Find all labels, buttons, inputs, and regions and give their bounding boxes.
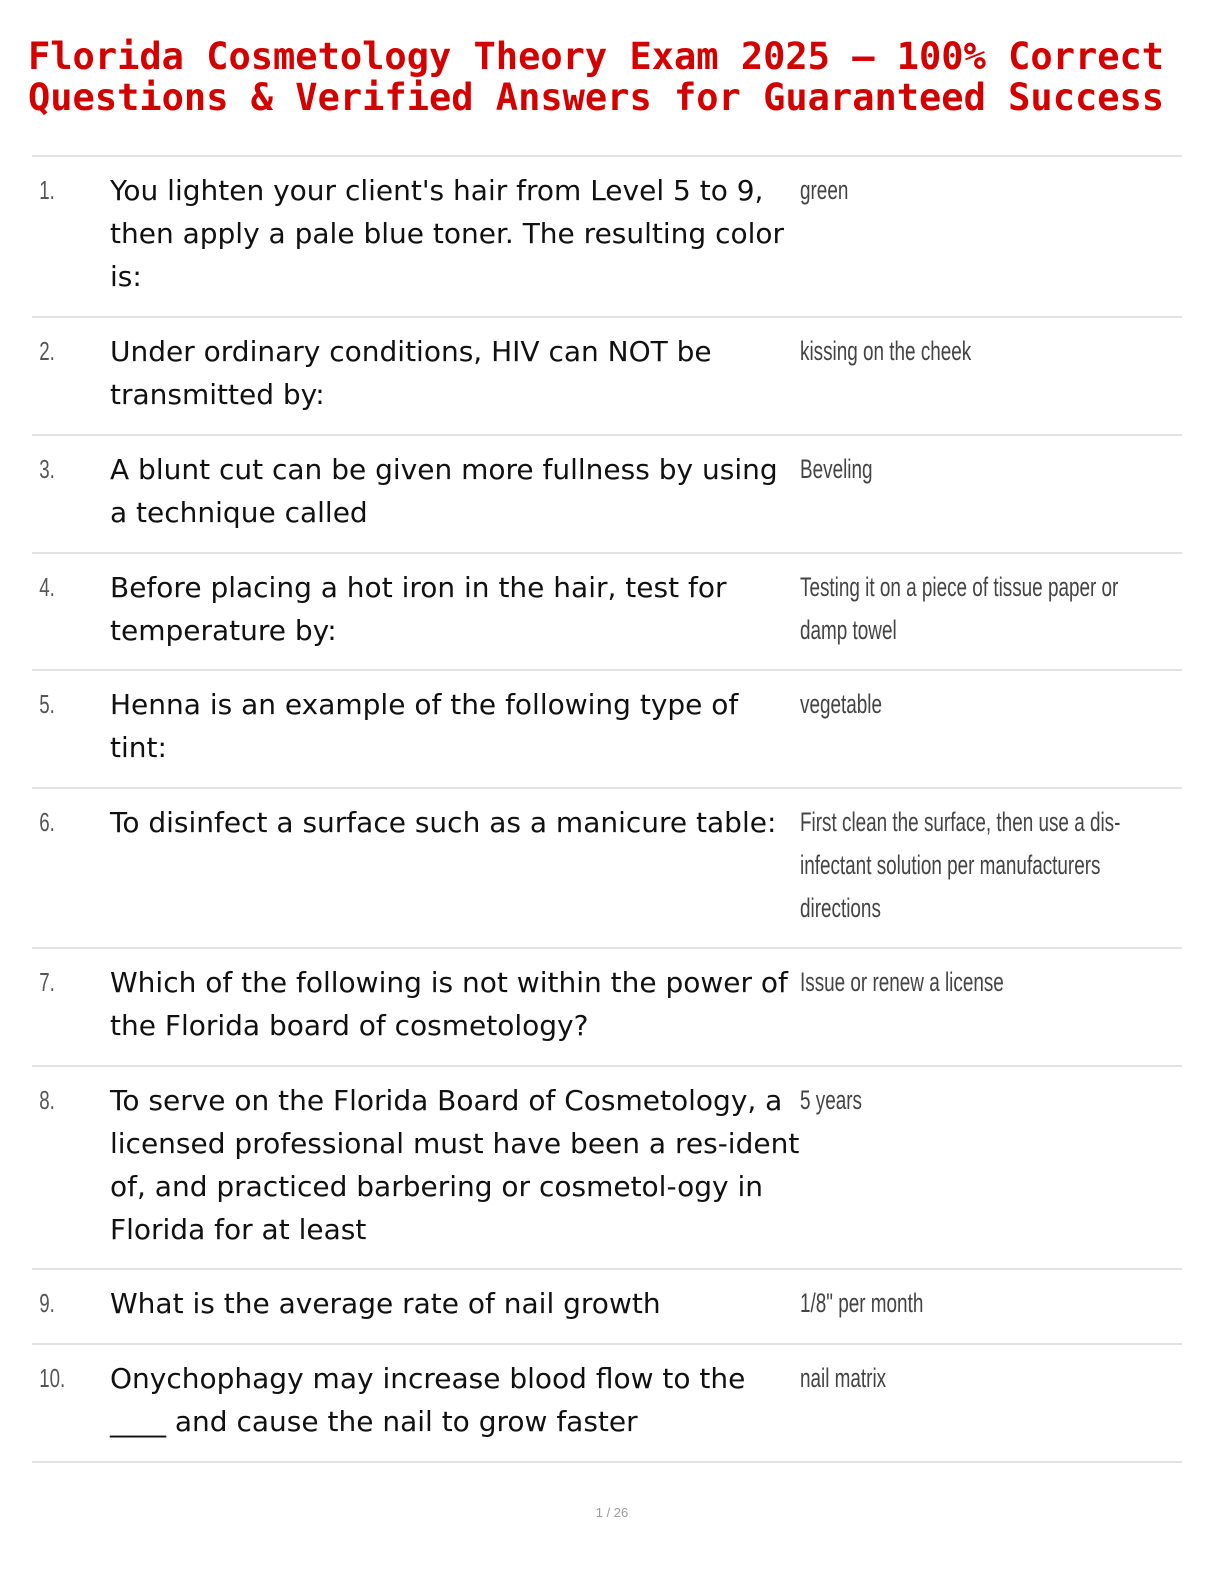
question-number: 6.: [39, 807, 55, 837]
qa-row: [32, 1067, 1182, 1270]
qa-row: [32, 1270, 1182, 1345]
question-text: What is the average rate of nail growth: [110, 1287, 661, 1320]
answer-cell: [800, 169, 1224, 316]
answer-cell: [800, 801, 1224, 947]
page-indicator: 1 / 26: [595, 1505, 629, 1520]
answer-text: green: [800, 175, 849, 205]
answer-text: kissing on the cheek: [800, 336, 972, 366]
answer-cell: [800, 683, 1224, 787]
answer-text: Testing it on a piece of tissue paper or damp towel: [800, 572, 1119, 645]
qa-row: [32, 789, 1182, 949]
question-number: 4.: [39, 572, 55, 602]
question-number: 3.: [39, 454, 55, 484]
answer-cell: [800, 1357, 1224, 1461]
answer-cell: [800, 330, 1224, 434]
question-text: To disinfect a surface such as a manicure table:: [110, 806, 777, 839]
answer-cell: [800, 961, 1224, 1065]
answer-text: vegetable: [800, 689, 882, 719]
answer-text: First clean the surface, then use a dis-infectant solution per manufacturers directions: [800, 807, 1121, 923]
answer-text: Issue or renew a license: [800, 967, 1004, 997]
question-number: 8.: [39, 1085, 55, 1115]
answer-text: 5 years: [800, 1085, 862, 1115]
question-number: 7.: [39, 967, 55, 997]
question-text: A blunt cut can be given more fullness by using a technique called: [110, 453, 778, 529]
question-text: Onychophagy may increase blood flow to the ____ and cause the nail to grow faster: [110, 1362, 746, 1438]
question-text: To serve on the Florida Board of Cosmetology, a licensed professional must have been a res-ident of, and practiced barbering or cosmetol-ogy in Florida for at least: [110, 1084, 800, 1246]
qa-row: [32, 1345, 1182, 1463]
question-number: 10.: [39, 1363, 66, 1393]
qa-row: [32, 436, 1182, 554]
question-number: 1.: [39, 175, 55, 205]
answer-text: nail matrix: [800, 1363, 887, 1393]
question-text: Which of the following is not within the power of the Florida board of cosmetology?: [110, 966, 788, 1042]
answer-cell: [800, 1282, 1224, 1343]
question-number: 5.: [39, 689, 55, 719]
answer-cell: [800, 1079, 1224, 1268]
question-text: Henna is an example of the following type of tint:: [110, 688, 739, 764]
answer-text: 1/8" per month: [800, 1288, 924, 1318]
question-text: Before placing a hot iron in the hair, test for temperature by:: [110, 571, 727, 647]
answer-text: Beveling: [800, 454, 873, 484]
qa-row: [32, 671, 1182, 789]
answer-cell: [800, 566, 1224, 669]
question-answer-list: [32, 155, 1182, 1463]
answer-cell: [800, 448, 1224, 552]
question-number: 9.: [39, 1288, 55, 1318]
qa-row: [32, 318, 1182, 436]
question-number: 2.: [39, 336, 55, 366]
question-text: Under ordinary conditions, HIV can NOT be transmitted by:: [110, 335, 712, 411]
qa-row: [32, 949, 1182, 1067]
qa-row: [32, 554, 1182, 671]
qa-row: [32, 157, 1182, 318]
question-text: You lighten your client's hair from Level 5 to 9, then apply a pale blue toner. The resulting color is:: [110, 174, 785, 293]
document-title: Florida Cosmetology Theory Exam 2025 – 100% Correct Questions & Verified Answers for Guaranteed Success: [28, 35, 1165, 119]
